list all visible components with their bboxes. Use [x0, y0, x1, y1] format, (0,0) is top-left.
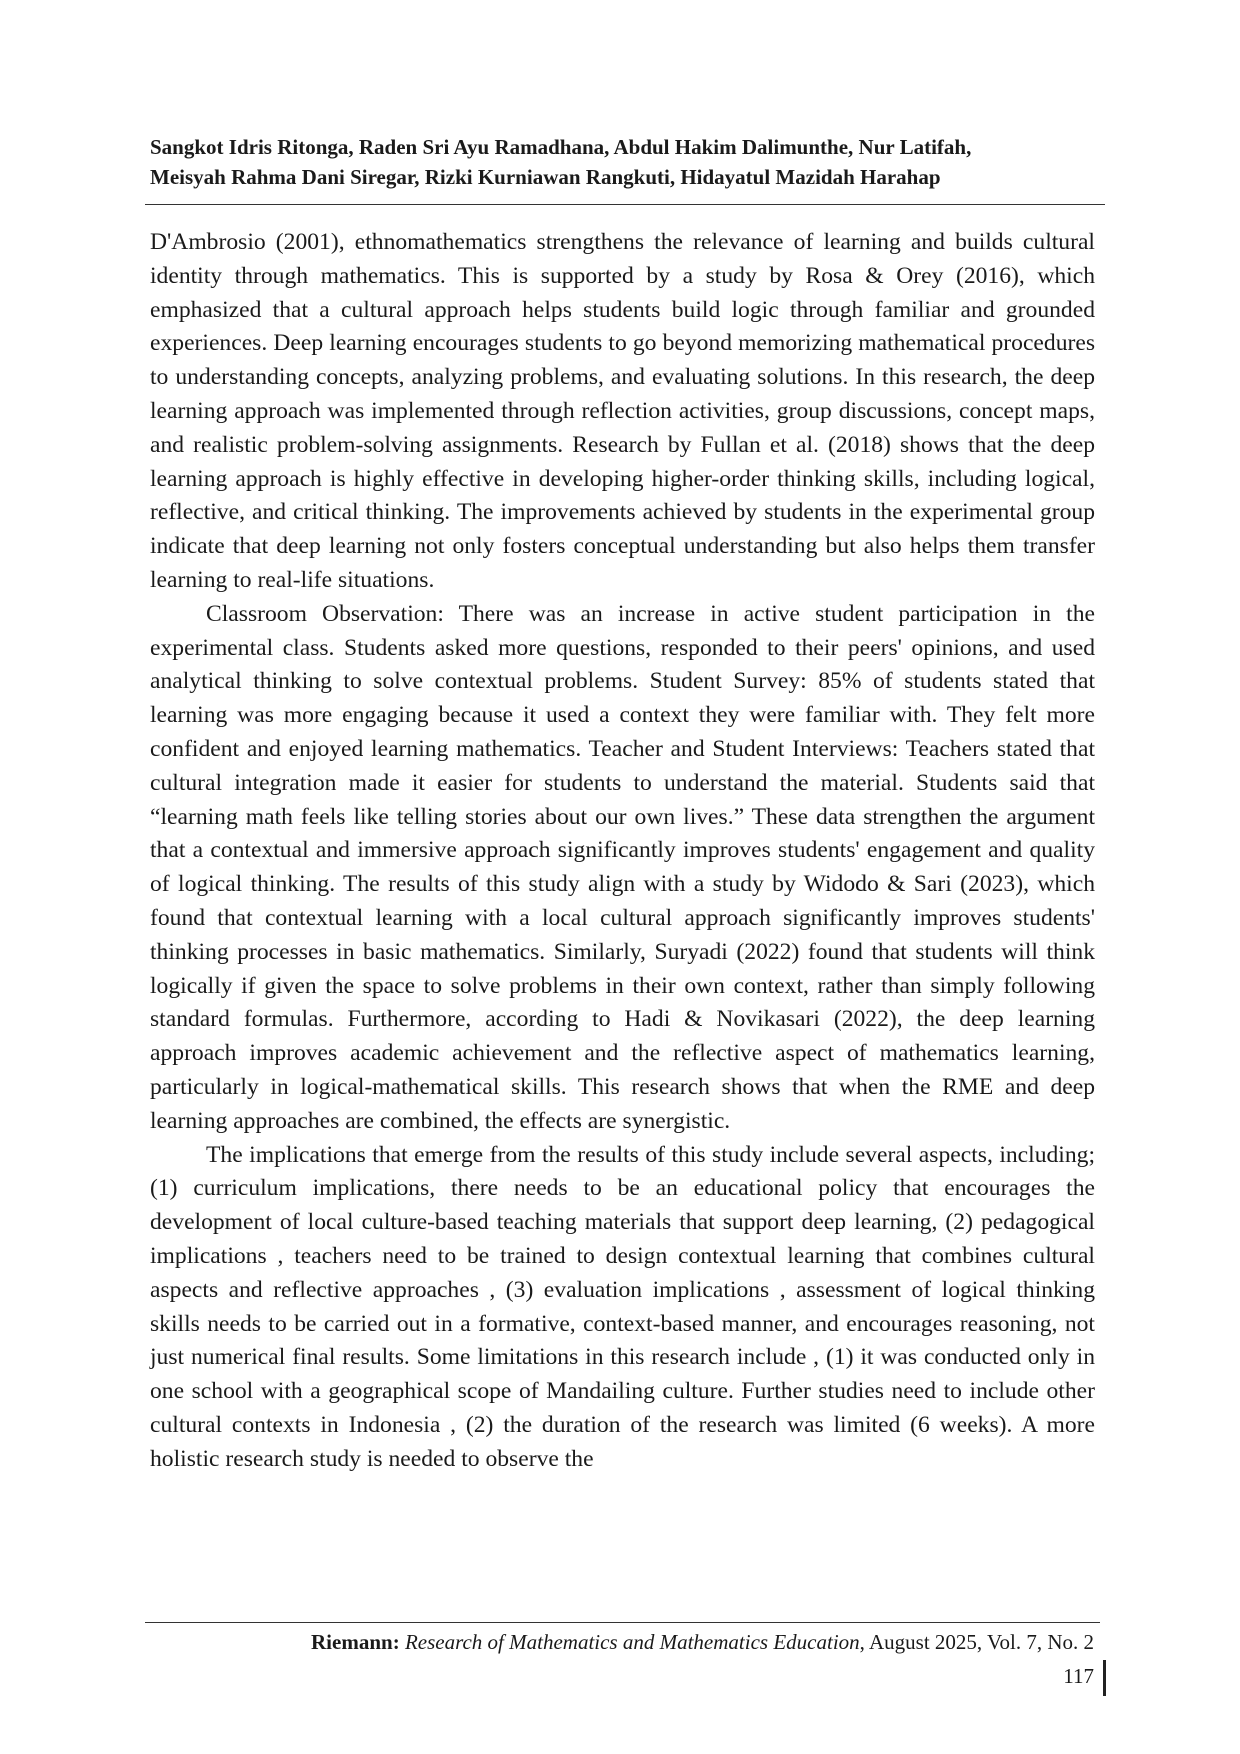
- paragraph-1: D'Ambrosio (2001), ethnomathematics strengthens the relevance of learning and builds cultural identity through mathematics. This is supported by a study by Rosa & Orey (2016), which emphasized that a cultural approach helps students build logic through familiar and grounded experiences. Deep learning encourages students to go beyond memorizing mathematical procedures to understanding concepts, analyzing problems, and evaluating solutions. In this research, the deep learning approach was implemented through reflection activities, group discussions, concept maps, and realistic problem-solving assignments. Research by Fullan et al. (2018) shows that the deep learning approach is highly effective in developing higher-order thinking skills, including logical, reflective, and critical thinking. The improvements achieved by students in the experimental group indicate that deep learning not only fosters conceptual understanding but also helps them transfer learning to real-life situations.: [150, 229, 1095, 593]
- journal-short-name: Riemann:: [311, 1630, 400, 1654]
- body-text: [150, 226, 1095, 1476]
- page-number-bar: [1103, 1660, 1106, 1696]
- journal-footer: [194, 1627, 1094, 1657]
- journal-issue: , August 2025, Vol. 7, No. 2: [859, 1630, 1094, 1654]
- page-number: 117: [1063, 1664, 1094, 1688]
- running-header: [150, 132, 1100, 192]
- footer-divider: [145, 1622, 1100, 1623]
- paragraph-3: The implications that emerge from the results of this study include several aspects, including; (1) curriculum implications, there needs to be an educational policy that encourages the development of local culture-based teaching materials that support deep learning, (2) pedagogical implications , teachers need to be trained to design contextual learning that combines cultural aspects and reflective approaches , (3) evaluation implications , assessment of logical thinking skills needs to be carried out in a formative, context-based manner, and encourages reasoning, not just numerical final results. Some limitations in this research include , (1) it was conducted only in one school with a geographical scope of Mandailing culture. Further studies need to include other cultural contexts in Indonesia , (2) the duration of the research was limited (6 weeks). A more holistic research study is needed to observe the: [150, 1141, 1095, 1472]
- authors-line-2: Meisyah Rahma Dani Siregar, Rizki Kurniawan Rangkuti, Hidayatul Mazidah Harahap: [150, 165, 941, 189]
- paragraph-2: Classroom Observation: There was an increase in active student participation in the experimental class. Students asked more questions, responded to their peers' opinions, and used analytical thinking to solve contextual problems. Student Survey: 85% of students stated that learning was more engaging because it used a context they were familiar with. They felt more confident and enjoyed learning mathematics. Teacher and Student Interviews: Teachers stated that cultural integration made it easier for students to understand the material. Students said that “learning math feels like telling stories about our own lives.” These data strengthen the argument that a contextual and immersive approach significantly improves students' engagement and quality of logical thinking. The results of this study align with a study by Widodo & Sari (2023), which found that contextual learning with a local cultural approach significantly improves students' thinking processes in basic mathematics. Similarly, Suryadi (2022) found that students will think logically if given the space to solve problems in their own context, rather than simply following standard formulas. Furthermore, according to Hadi & Novikasari (2022), the deep learning approach improves academic achievement and the reflective aspect of mathematics learning, particularly in logical-mathematical skills. This research shows that when the RME and deep learning approaches are combined, the effects are synergistic.: [150, 600, 1095, 1134]
- journal-full-name: Research of Mathematics and Mathematics Education: [404, 1630, 860, 1654]
- authors-line-1: Sangkot Idris Ritonga, Raden Sri Ayu Ramadhana, Abdul Hakim Dalimunthe, Nur Latifah,: [150, 135, 972, 159]
- header-divider: [145, 204, 1105, 205]
